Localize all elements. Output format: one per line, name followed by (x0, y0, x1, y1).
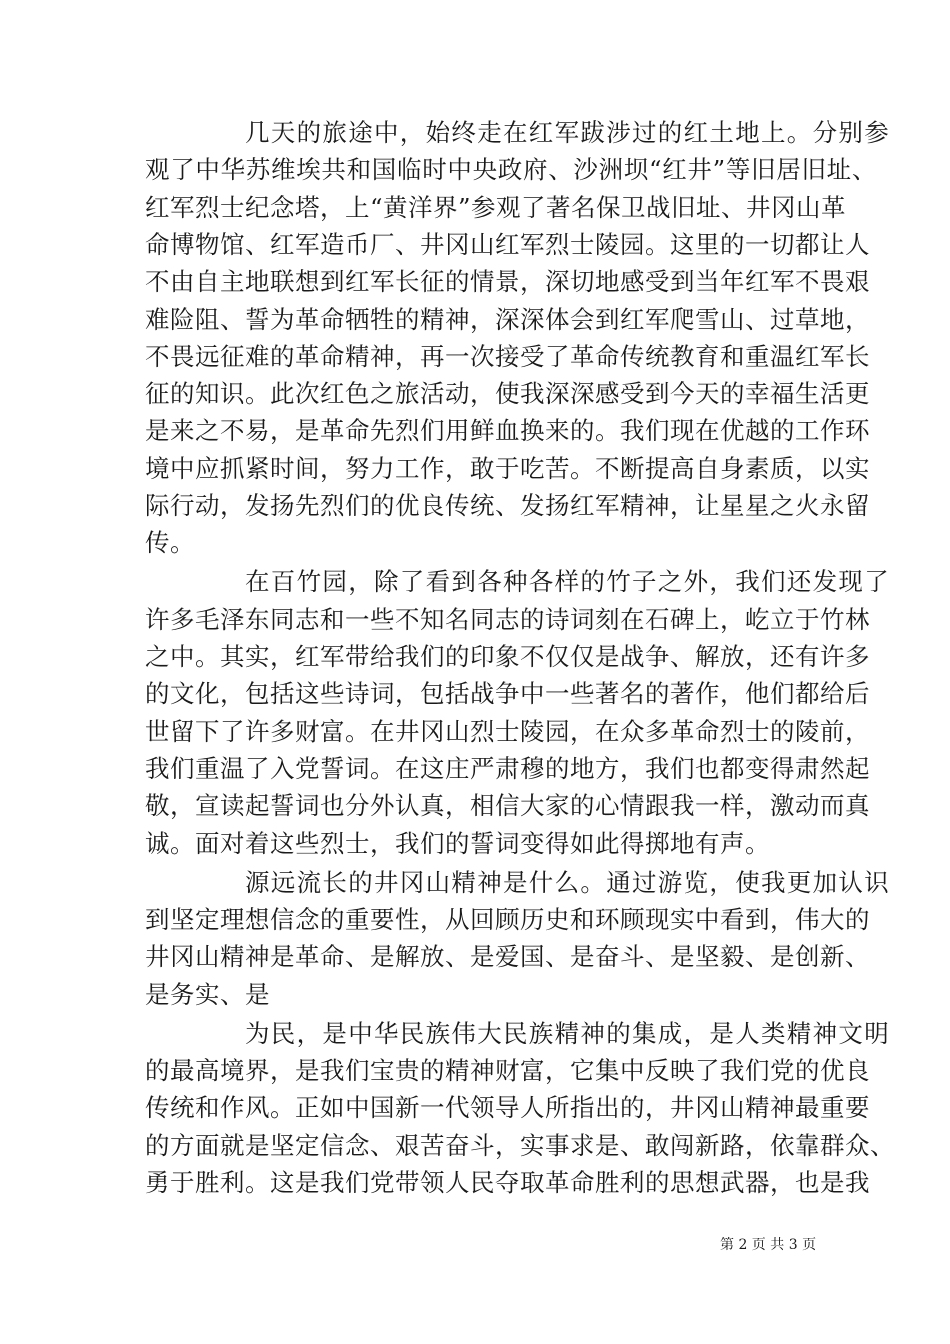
paragraph-2-line-4: 的文化，包括这些诗词，包括战争中一些著名的著作，他们都给后 (145, 679, 870, 708)
paragraph-4-line-1: 为民，是中华民族伟大民族精神的集成，是人类精神文明 (245, 1019, 890, 1048)
paragraph-2-line-1: 在百竹园，除了看到各种各样的竹子之外，我们还发现了 (245, 567, 890, 596)
page-number-footer: 第 2 页 共 3 页 (720, 1237, 817, 1253)
paragraph-1-line-11: 际行动，发扬先烈们的优良传统、发扬红军精神，让星星之火永留 (145, 491, 870, 520)
paragraph-1-line-10: 境中应抓紧时间，努力工作，敢于吃苦。不断提高自身素质，以实 (145, 454, 870, 483)
paragraph-1-line-8: 征的知识。此次红色之旅活动，使我深深感受到今天的幸福生活更 (145, 379, 870, 408)
paragraph-1-line-3: 红军烈士纪念塔，上“黄洋界”参观了著名保卫战旧址、井冈山革 (145, 193, 847, 222)
paragraph-3-line-1: 源远流长的井冈山精神是什么。通过游览，使我更加认识 (245, 868, 890, 897)
paragraph-1-line-6: 难险阻、誓为革命牺牲的精神，深深体会到红军爬雪山、过草地， (145, 305, 870, 334)
paragraph-4-line-3: 传统和作风。正如中国新一代领导人所指出的，井冈山精神最重要 (145, 1093, 870, 1122)
paragraph-4-line-4: 的方面就是坚定信念、艰苦奋斗，实事求是、敢闯新路，依靠群众、 (145, 1131, 895, 1160)
paragraph-4-line-2: 的最高境界，是我们宝贵的精神财富，它集中反映了我们党的优良 (145, 1056, 870, 1085)
paragraph-4-line-5: 勇于胜利。这是我们党带领人民夺取革命胜利的思想武器，也是我 (145, 1168, 870, 1197)
paragraph-1-line-12: 传。 (145, 528, 195, 557)
paragraph-3-line-3: 井冈山精神是革命、是解放、是爱国、是奋斗、是坚毅、是创新、 (145, 942, 870, 971)
paragraph-3-line-4: 是务实、是 (145, 980, 270, 1009)
paragraph-2-line-7: 敬，宣读起誓词也分外认真，相信大家的心情跟我一样，激动而真 (145, 791, 870, 820)
paragraph-2-line-2: 许多毛泽东同志和一些不知名同志的诗词刻在石碑上，屹立于竹林 (145, 605, 870, 634)
paragraph-1-line-1: 几天的旅途中，始终走在红军跋涉过的红土地上。分别参 (245, 118, 890, 147)
paragraph-2-line-3: 之中。其实，红军带给我们的印象不仅仅是战争、解放，还有许多 (145, 642, 870, 671)
paragraph-1-line-5: 不由自主地联想到红军长征的情景，深切地感受到当年红军不畏艰 (145, 267, 870, 296)
paragraph-1-line-2: 观了中华苏维埃共和国临时中央政府、沙洲坝“红井”等旧居旧址、 (145, 155, 878, 184)
paragraph-3-line-2: 到坚定理想信念的重要性，从回顾历史和环顾现实中看到，伟大的 (145, 905, 870, 934)
paragraph-2-line-6: 我们重温了入党誓词。在这庄严肃穆的地方，我们也都变得肃然起 (145, 754, 870, 783)
paragraph-1-line-9: 是来之不易，是革命先烈们用鲜血换来的。我们现在优越的工作环 (145, 416, 870, 445)
paragraph-2-line-5: 世留下了许多财富。在井冈山烈士陵园，在众多革命烈士的陵前， (145, 717, 870, 746)
paragraph-2-line-8: 诚。面对着这些烈士，我们的誓词变得如此得掷地有声。 (145, 829, 770, 858)
paragraph-1-line-4: 命博物馆、红军造币厂、井冈山红军烈士陵园。这里的一切都让人 (145, 230, 870, 259)
paragraph-1-line-7: 不畏远征难的革命精神，再一次接受了革命传统教育和重温红军长 (145, 342, 870, 371)
